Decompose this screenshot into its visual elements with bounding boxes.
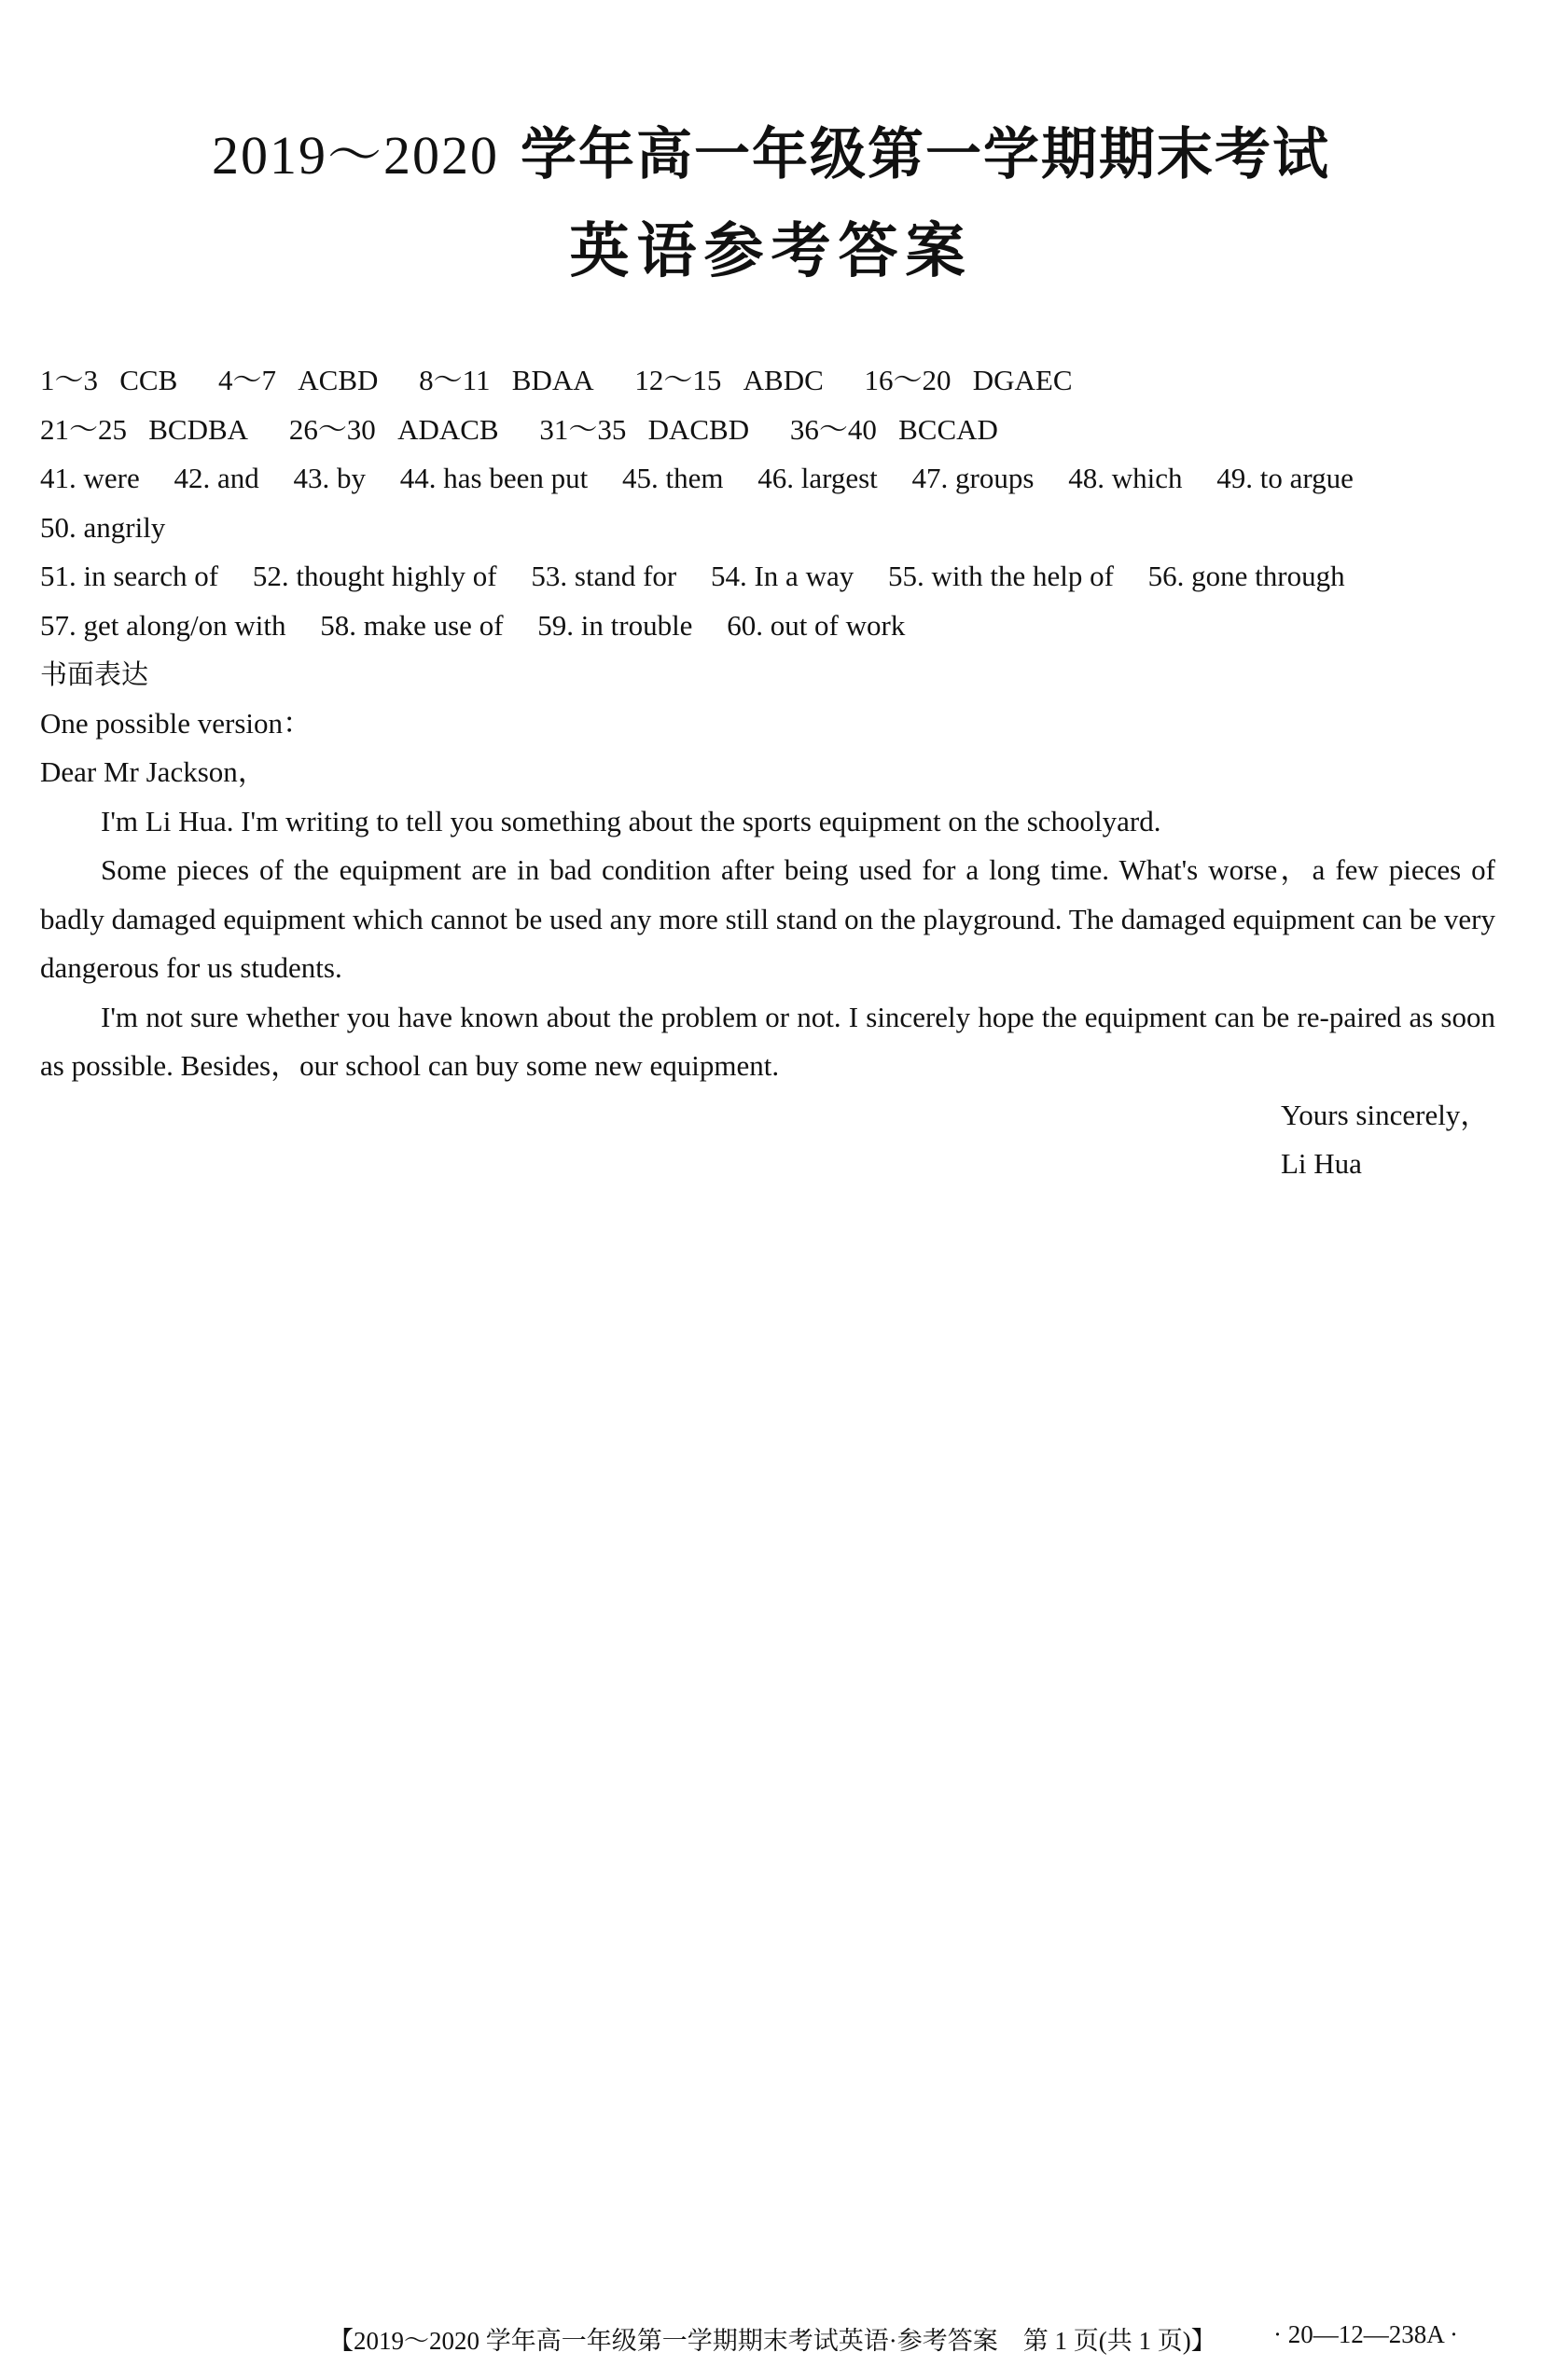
answer-group: 36～40 BCCAD: [789, 412, 998, 446]
fill-answer: 54. In a way: [710, 560, 854, 592]
document-code: · 20—12—238A ·: [1273, 2320, 1458, 2348]
page-title-line-1: [0, 110, 1542, 190]
choice-answers-row-1: [40, 356, 1495, 406]
fill-answer: 45. them: [621, 462, 724, 494]
fill-answer: 47. groups: [911, 462, 1035, 494]
letter-signature: Li Hua: [1281, 1147, 1362, 1180]
answer-group: 21～25 BCDBA: [40, 412, 249, 446]
letter-paragraph: I'm not sure whether you have known about the problem or not. I sincerely hope the equipment can be re-paired as soon as possible. Besides，our school can buy some new equipment.: [40, 1000, 1495, 1082]
answer-group: 1～3 CCB: [40, 364, 178, 396]
choice-answers-row-2: [40, 406, 1495, 455]
fill-answer: 50. angrily: [40, 510, 166, 544]
fill-answers-row-1: [40, 454, 1495, 504]
page-footer: 【2019～2020 学年高一年级第一学期期末考试英语·参考答案 第 1 页(共 1 页)】: [328, 2327, 1216, 2355]
fill-answer: 48. which: [1068, 462, 1183, 494]
letter-closing: Yours sincerely，: [1281, 1098, 1490, 1131]
version-label: One possible version：: [40, 706, 313, 740]
fill-answer: 53. stand for: [531, 560, 677, 592]
answer-group: 12～15 ABDC: [634, 364, 824, 396]
fill-answer: 52. thought highly of: [252, 560, 497, 592]
fill-answer: 43. by: [293, 462, 366, 494]
letter-paragraph: Some pieces of the equipment are in bad condition after being used for a long time. What's worse，a few pieces of badly damaged equipment which cannot be used any more still stand on the playground. The damaged equipment can be very dangerous for us students.: [40, 853, 1495, 984]
fill-answer: 44. has been put: [399, 462, 589, 494]
title-years: 2019～2020: [212, 125, 500, 186]
answer-group: 26～30 ADACB: [288, 412, 499, 446]
fill-answer: 46. largest: [757, 462, 878, 494]
fill-answer: 56. gone through: [1147, 560, 1345, 592]
fill-answers-row-4: [40, 602, 1495, 651]
fill-answers-row-3: [40, 552, 1495, 602]
answer-group: 31～35 DACBD: [539, 412, 750, 446]
fill-answer: 41. were: [40, 462, 140, 494]
fill-answer: 42. and: [174, 462, 259, 494]
fill-answers-row-2: [40, 504, 1495, 553]
letter-salutation: Dear Mr Jackson，: [40, 755, 267, 788]
fill-answer: 59. in trouble: [537, 608, 693, 642]
fill-answer: 51. in search of: [40, 560, 219, 592]
page-title-line-2: 英语参考答案: [569, 216, 973, 286]
fill-answer: 49. to argue: [1216, 462, 1354, 494]
writing-heading: 书面表达: [40, 658, 149, 690]
fill-answer: 60. out of work: [727, 608, 906, 642]
answer-content: [40, 356, 1495, 1189]
fill-answer: 58. make use of: [320, 608, 504, 642]
fill-answer: 55. with the help of: [887, 560, 1114, 592]
fill-answer: 57. get along/on with: [40, 608, 286, 642]
answer-group: 8～11 BDAA: [419, 364, 594, 396]
letter-paragraph: I'm Li Hua. I'm writing to tell you something about the sports equipment on the schoolyard.: [101, 804, 1161, 837]
answer-group: 4～7 ACBD: [218, 364, 379, 396]
title-exam-name: 学年高一年级第一学期期末考试: [520, 122, 1330, 187]
answer-group: 16～20 DGAEC: [864, 364, 1073, 396]
